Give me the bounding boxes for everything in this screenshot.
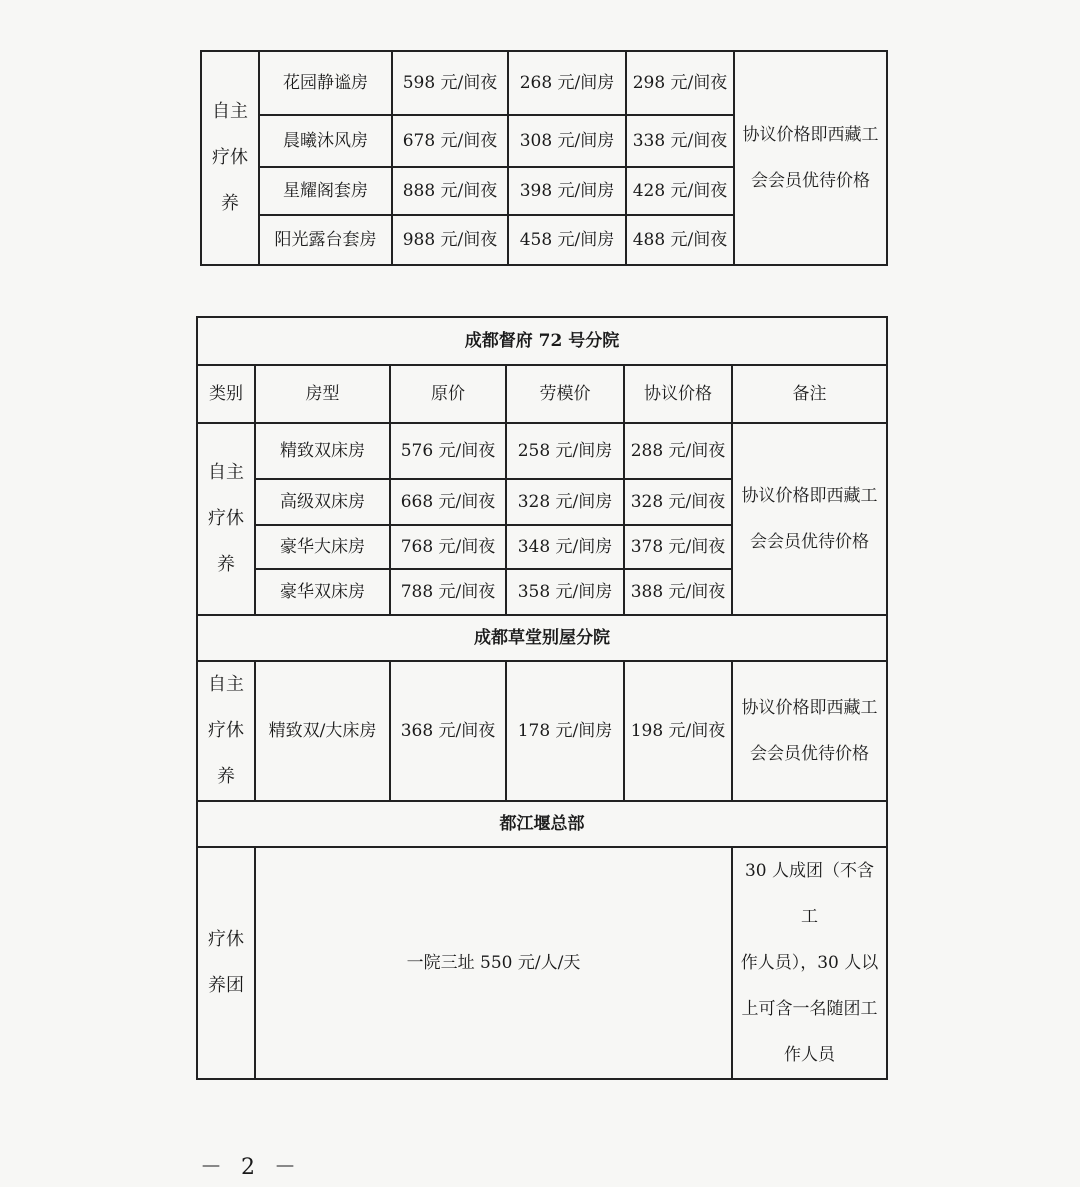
header-remark: 备注: [732, 365, 887, 423]
section-title-row: [197, 801, 887, 847]
original-price: 576 元/间夜: [390, 423, 506, 479]
original-price: 368 元/间夜: [390, 661, 506, 801]
original-price: 788 元/间夜: [390, 569, 506, 615]
header-agreement: 协议价格: [624, 365, 732, 423]
room-type: 豪华双床房: [255, 569, 390, 615]
header-category: 类别: [197, 365, 255, 423]
branch3-title: 都江堰总部: [197, 801, 887, 847]
model-worker-price: 328 元/间房: [506, 479, 624, 525]
branch1-title: 成都督府 72 号分院: [197, 317, 887, 365]
price-table-continued: [200, 50, 888, 266]
category-cell: 自主 疗休 养: [201, 51, 259, 265]
section-title-row: [197, 615, 887, 661]
section-title-row: [197, 317, 887, 365]
original-price: 598 元/间夜: [392, 51, 508, 115]
original-price: 888 元/间夜: [392, 167, 508, 215]
model-worker-price: 348 元/间房: [506, 525, 624, 569]
room-type: 精致双床房: [255, 423, 390, 479]
remark-cell: 协议价格即西藏工 会会员优待价格: [732, 661, 887, 801]
page-number: － 2 －: [200, 1155, 302, 1180]
original-price: 678 元/间夜: [392, 115, 508, 167]
remark-cell: 30 人成团（不含工 作人员），30 人以 上可含一名随团工 作人员: [732, 847, 887, 1079]
room-type: 高级双床房: [255, 479, 390, 525]
model-worker-price: 308 元/间房: [508, 115, 626, 167]
room-type: 花园静谧房: [259, 51, 392, 115]
category-cell: 自主 疗休 养: [197, 423, 255, 615]
room-type: 晨曦沐风房: [259, 115, 392, 167]
original-price: 988 元/间夜: [392, 215, 508, 265]
agreement-price: 428 元/间夜: [626, 167, 734, 215]
agreement-price: 288 元/间夜: [624, 423, 732, 479]
remark-cell: 协议价格即西藏工 会会员优待价格: [734, 51, 887, 265]
model-worker-price: 398 元/间房: [508, 167, 626, 215]
agreement-price: 338 元/间夜: [626, 115, 734, 167]
agreement-price: 488 元/间夜: [626, 215, 734, 265]
original-price: 668 元/间夜: [390, 479, 506, 525]
branch2-title: 成都草堂别屋分院: [197, 615, 887, 661]
original-price: 768 元/间夜: [390, 525, 506, 569]
price-table-main: [196, 316, 888, 1080]
agreement-price: 198 元/间夜: [624, 661, 732, 801]
agreement-price: 328 元/间夜: [624, 479, 732, 525]
model-worker-price: 358 元/间房: [506, 569, 624, 615]
header-original: 原价: [390, 365, 506, 423]
package-price: 一院三址 550 元/人/天: [255, 847, 732, 1079]
table-row: [201, 51, 887, 115]
header-row: [197, 365, 887, 423]
agreement-price: 388 元/间夜: [624, 569, 732, 615]
model-worker-price: 458 元/间房: [508, 215, 626, 265]
room-type: 星耀阁套房: [259, 167, 392, 215]
agreement-price: 298 元/间夜: [626, 51, 734, 115]
room-type: 阳光露台套房: [259, 215, 392, 265]
model-worker-price: 178 元/间房: [506, 661, 624, 801]
remark-cell: 协议价格即西藏工 会会员优待价格: [732, 423, 887, 615]
agreement-price: 378 元/间夜: [624, 525, 732, 569]
header-model: 劳模价: [506, 365, 624, 423]
model-worker-price: 258 元/间房: [506, 423, 624, 479]
category-cell: 自主 疗休 养: [197, 661, 255, 801]
table-row: [197, 423, 887, 479]
model-worker-price: 268 元/间房: [508, 51, 626, 115]
header-room: 房型: [255, 365, 390, 423]
room-type: 豪华大床房: [255, 525, 390, 569]
category-cell: 疗休 养团: [197, 847, 255, 1079]
table-row: [197, 847, 887, 1079]
room-type: 精致双/大床房: [255, 661, 390, 801]
table-row: [197, 661, 887, 801]
